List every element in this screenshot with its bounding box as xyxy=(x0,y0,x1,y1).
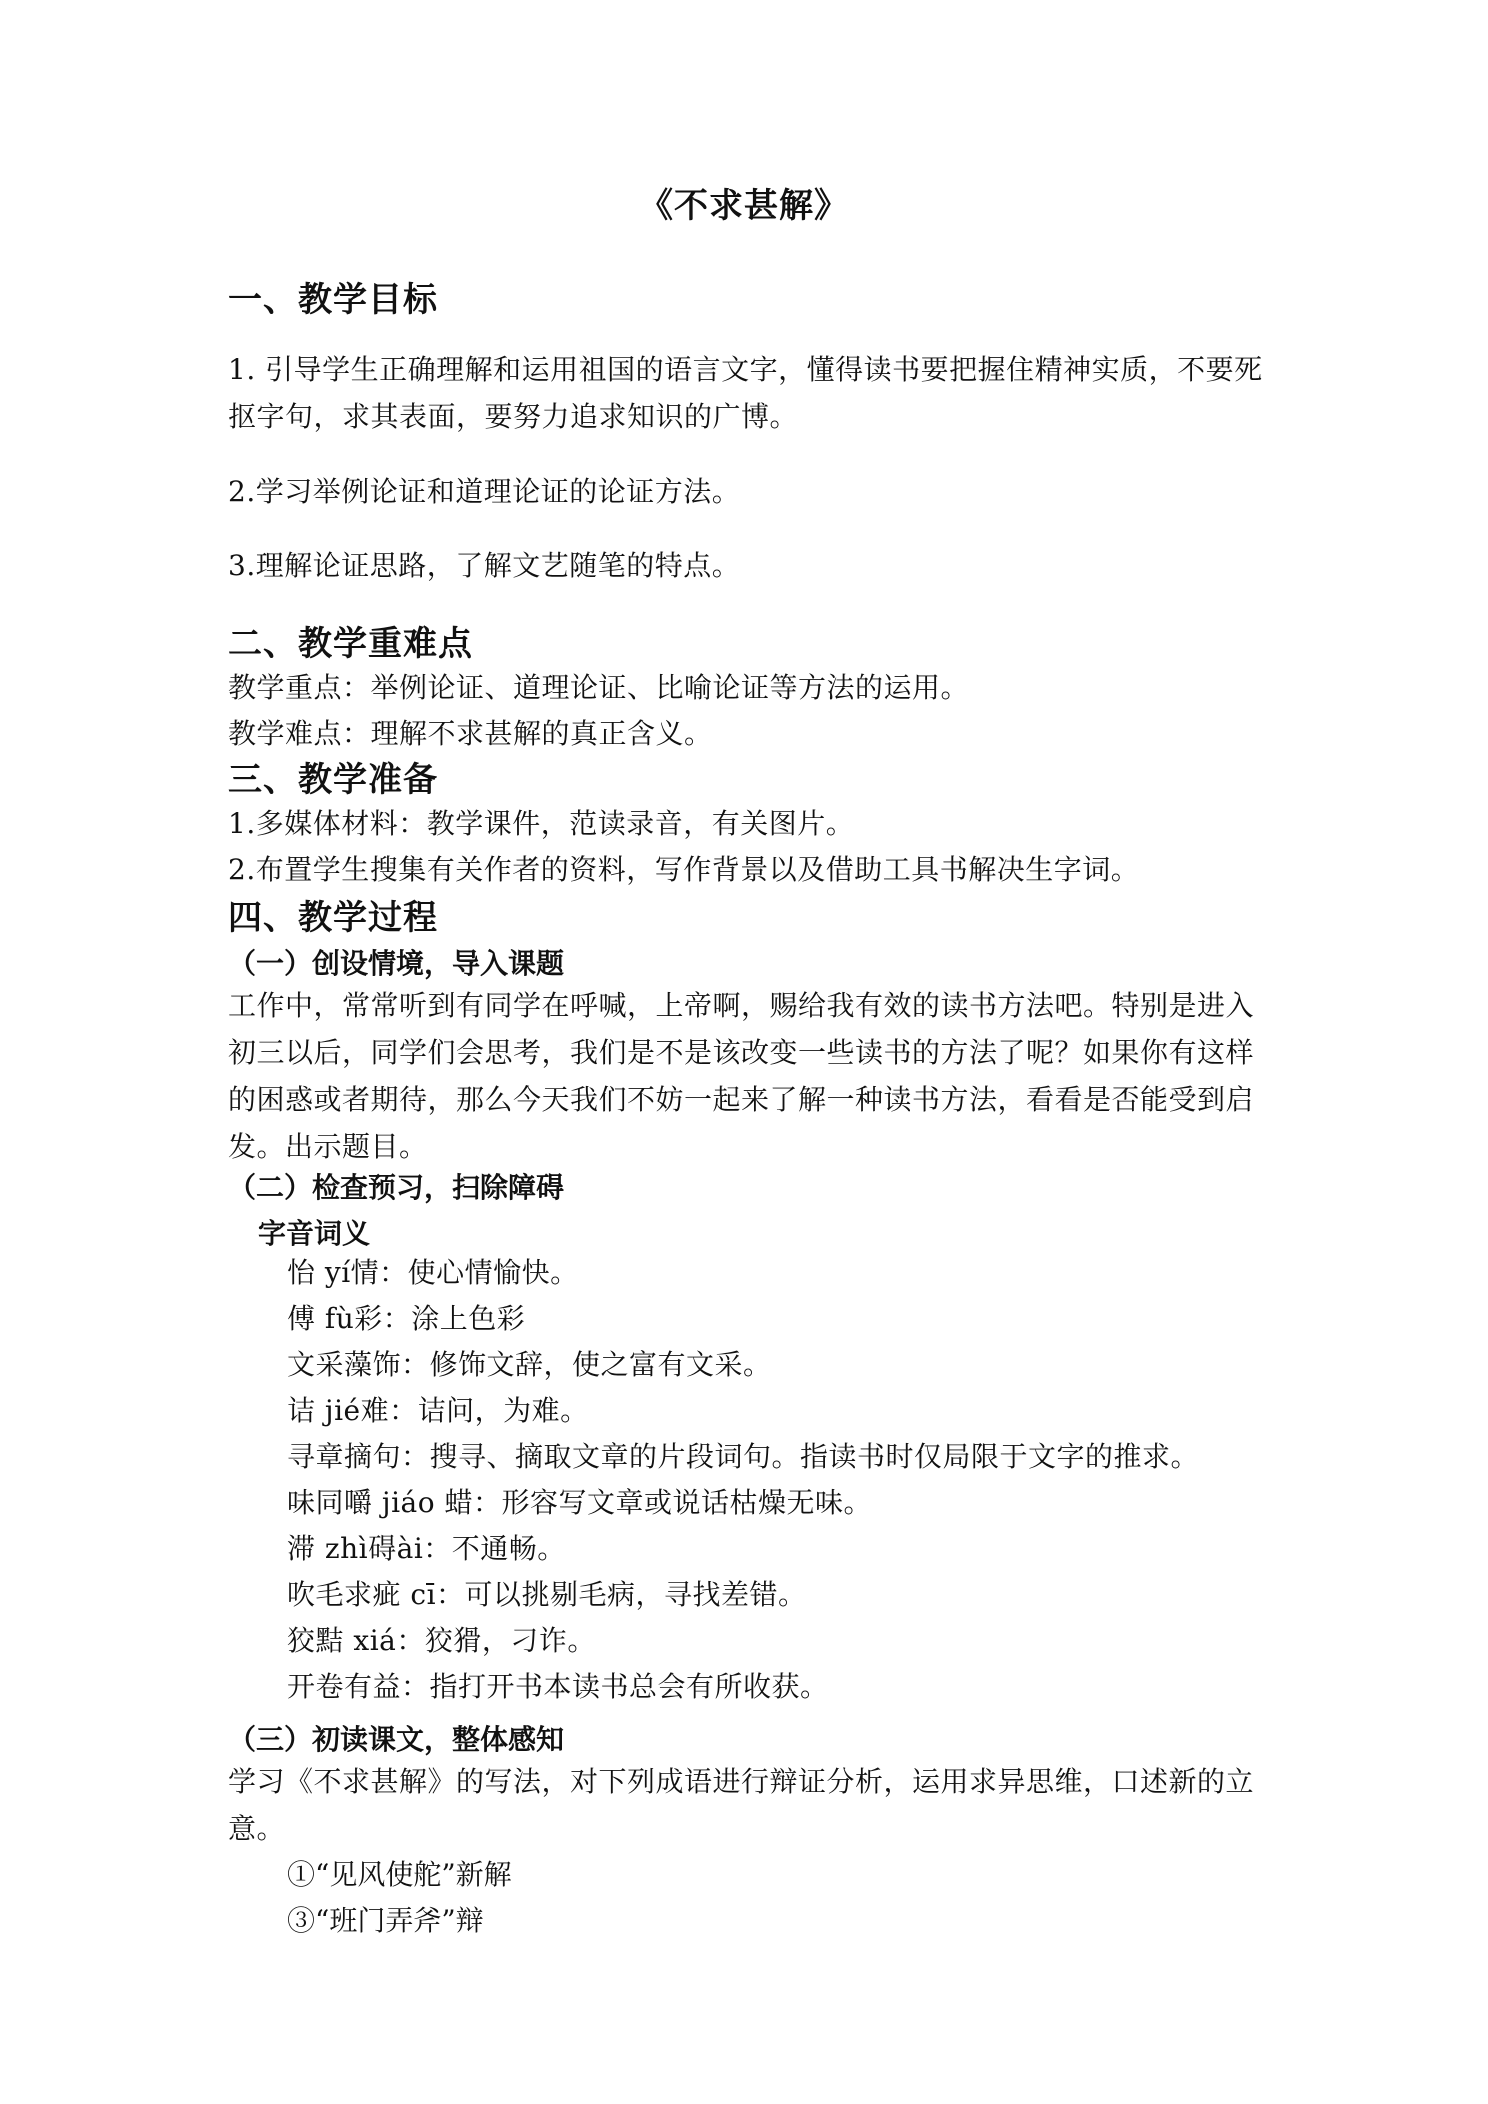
vocab-item: 开卷有益：指打开书本读书总会有所收获。 xyxy=(287,1670,829,1703)
section-heading-preparation: 三、教学准备 xyxy=(228,760,438,800)
key-point-text: 教学重点：举例论证、道理论证、比喻论证等方法的运用。 xyxy=(228,671,970,704)
vocab-list xyxy=(287,1250,1199,1710)
vocab-item: 狡黠 xiá：狡猾，刁诈。 xyxy=(287,1624,596,1657)
vocab-item: 味同嚼 jiáo 蜡：形容写文章或说话枯燥无味。 xyxy=(287,1486,872,1519)
step-heading-1: （一）创设情境，导入课题 xyxy=(228,947,565,980)
document-title: 《不求甚解》 xyxy=(639,186,849,226)
vocab-item: 傅 fù彩：涂上色彩 xyxy=(287,1302,526,1335)
vocab-item: 怡 yí情：使心情愉快。 xyxy=(287,1256,579,1289)
step-1-paragraph: 工作中，常常听到有同学在呼喊，上帝啊，赐给我有效的读书方法吧。特别是进入初三以后，同学们会思考，我们是不是该改变一些读书的方法了呢？如果你有这样的困惑或者期待，那么今天我们不妨一起来了解一种读书方法，看看是否能受到启发。出示题目。 xyxy=(228,989,1255,1163)
objective-item-3: 3.理解论证思路，了解文艺随笔的特点。 xyxy=(228,549,741,582)
idiom-item: ①“见风使舵”新解 xyxy=(287,1858,512,1891)
idiom-list xyxy=(287,1852,512,1944)
vocab-item: 诘 jié难：诘问，为难。 xyxy=(287,1394,589,1427)
preparation-item-1: 1.多媒体材料：教学课件，范读录音，有关图片。 xyxy=(228,807,855,840)
step-3-paragraph: 学习《不求甚解》的写法，对下列成语进行辩证分析，运用求异思维，口述新的立意。 xyxy=(228,1765,1255,1845)
section-heading-process: 四、教学过程 xyxy=(228,898,438,938)
section-heading-key-points: 二、教学重难点 xyxy=(228,624,473,664)
vocab-subheading: 字音词义 xyxy=(258,1217,371,1250)
idiom-item: ③“班门弄斧”辩 xyxy=(287,1904,484,1937)
vocab-item: 文采藻饰：修饰文辞，使之富有文采。 xyxy=(287,1348,772,1381)
objective-item-1: 1. 引导学生正确理解和运用祖国的语言文字，懂得读书要把握住精神实质，不要死抠字句，求其表面，要努力追求知识的广博。 xyxy=(228,353,1263,433)
section-heading-objectives: 一、教学目标 xyxy=(228,280,438,320)
objective-item-2: 2.学习举例论证和道理论证的论证方法。 xyxy=(228,475,741,508)
step-heading-3: （三）初读课文，整体感知 xyxy=(228,1723,565,1756)
vocab-item: 滞 zhì碍ài：不通畅。 xyxy=(287,1532,566,1565)
vocab-item: 寻章摘句：搜寻、摘取文章的片段词句。指读书时仅局限于文字的推求。 xyxy=(287,1440,1200,1473)
preparation-item-2: 2.布置学生搜集有关作者的资料，写作背景以及借助工具书解决生字词。 xyxy=(228,853,1140,886)
step-heading-2: （二）检查预习，扫除障碍 xyxy=(228,1171,565,1204)
vocab-item: 吹毛求疵 cī：可以挑剔毛病，寻找差错。 xyxy=(287,1578,807,1611)
difficult-point-text: 教学难点：理解不求甚解的真正含义。 xyxy=(228,717,713,750)
